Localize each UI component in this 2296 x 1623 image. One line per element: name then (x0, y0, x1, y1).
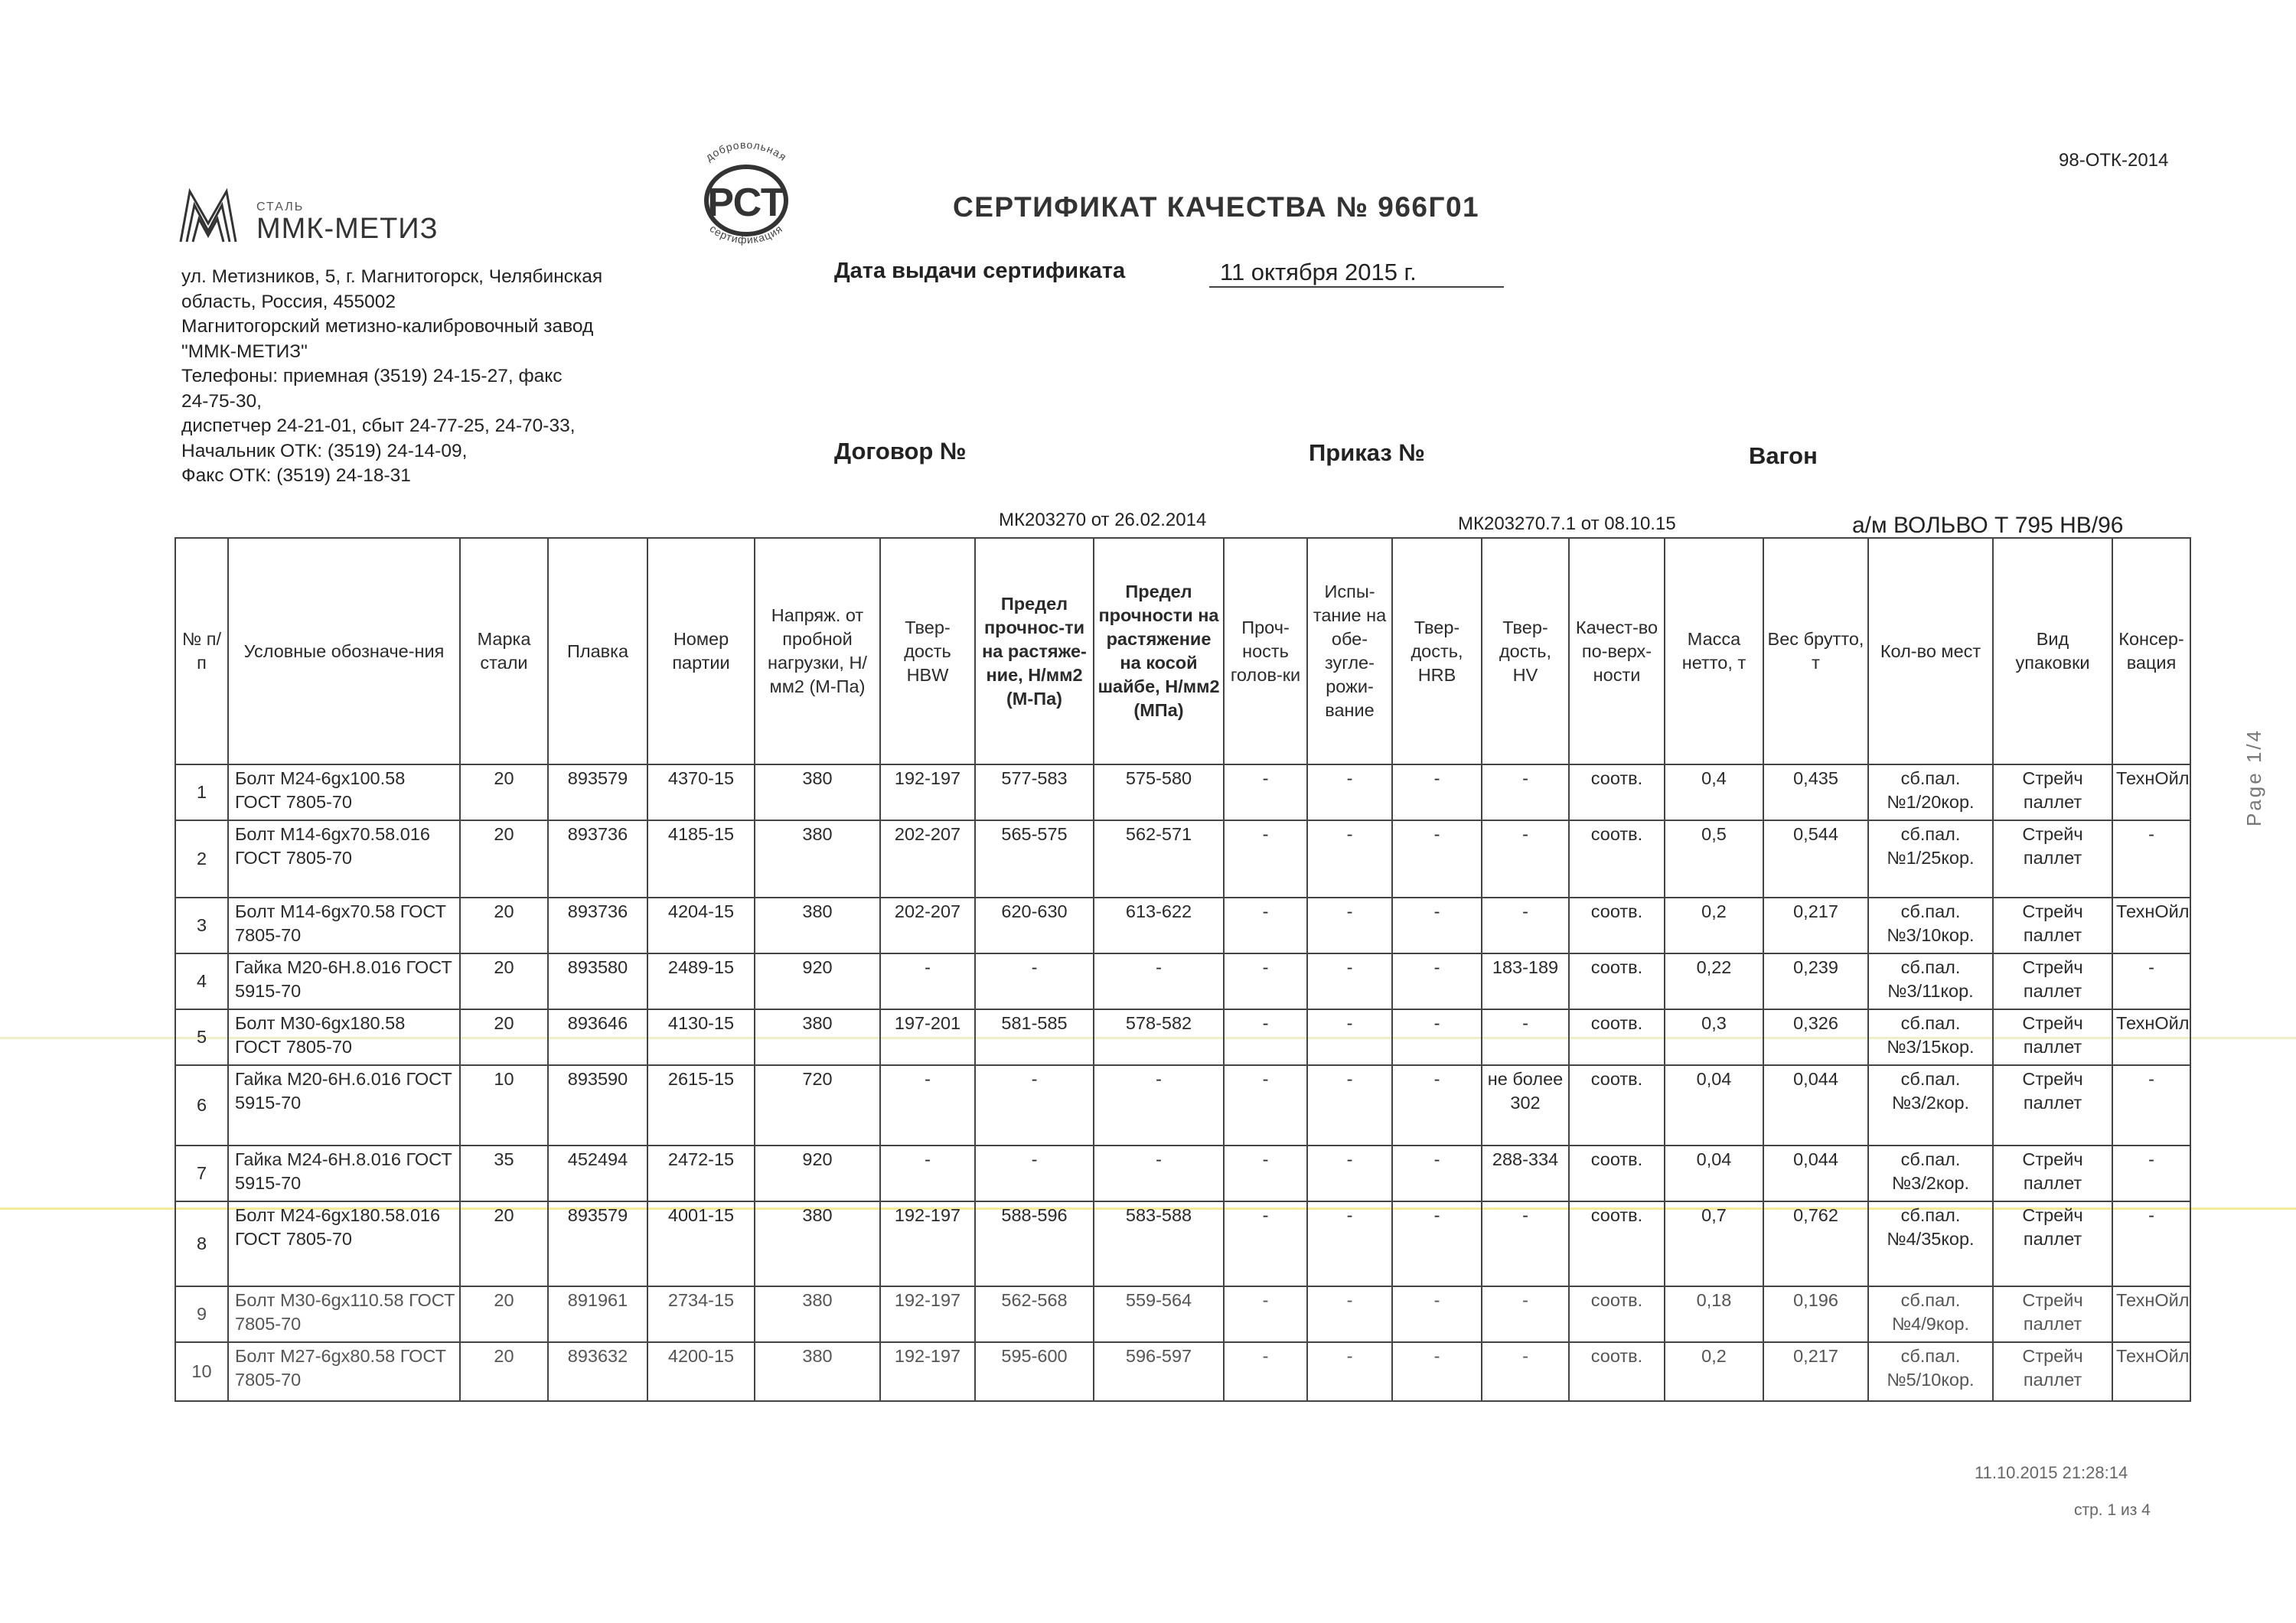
table-cell: соотв. (1569, 1146, 1665, 1201)
item-designation: Болт М14-6gx70.58 ГОСТ 7805-70 (228, 898, 460, 953)
col-header: Напряж. от пробной нагрузки, Н/мм2 (М-Па) (755, 538, 880, 764)
table-cell: 20 (460, 1201, 548, 1286)
table-cell: - (880, 1146, 975, 1201)
table-row (175, 1342, 2190, 1401)
wagon-label: Вагон (1749, 442, 1818, 469)
table-cell: - (1224, 1065, 1307, 1146)
address-line: Начальник ОТК: (3519) 24-14-09, (181, 440, 468, 461)
table-cell: - (1224, 953, 1307, 1009)
col-header: Условные обозначе-ния (228, 538, 460, 764)
table-cell: 0,044 (1763, 1146, 1868, 1201)
table-cell: 893579 (548, 764, 647, 820)
table-cell: 559-564 (1094, 1286, 1224, 1342)
table-cell: 720 (755, 1065, 880, 1146)
col-header: Номер партии (647, 538, 755, 764)
row-number: 10 (175, 1342, 228, 1401)
table-cell: - (1307, 764, 1392, 820)
col-header: Кол-во мест (1868, 538, 1993, 764)
table-cell: 380 (755, 820, 880, 898)
table-cell: 620-630 (975, 898, 1094, 953)
table-cell: 565-575 (975, 820, 1094, 898)
col-header: Консер-вация (2112, 538, 2190, 764)
table-cell: не более 302 (1482, 1065, 1569, 1146)
table-cell: 0,04 (1665, 1065, 1763, 1146)
col-header: Марка стали (460, 538, 548, 764)
table-cell: сб.пал. №4/35кор. (1868, 1201, 1993, 1286)
col-header: Предел прочнос-ти на растяже-ние, Н/мм2 (М-Па) (975, 538, 1094, 764)
table-cell: 581-585 (975, 1009, 1094, 1065)
table-cell: - (2112, 820, 2190, 898)
row-number: 8 (175, 1201, 228, 1286)
table-cell: - (1224, 1201, 1307, 1286)
table-cell: 0,5 (1665, 820, 1763, 898)
table-cell: 20 (460, 1286, 548, 1342)
table-cell: - (1307, 1009, 1392, 1065)
table-cell: соотв. (1569, 1009, 1665, 1065)
table-cell: - (1482, 1201, 1569, 1286)
col-header: Испы-тание на обе-зугле-рожи-вание (1307, 538, 1392, 764)
table-cell: - (2112, 953, 2190, 1009)
table-cell: 4130-15 (647, 1009, 755, 1065)
table-cell: 192-197 (880, 1201, 975, 1286)
table-cell: - (1392, 1065, 1482, 1146)
table-cell: - (1224, 1146, 1307, 1201)
table-cell: 578-582 (1094, 1009, 1224, 1065)
table-cell: - (1482, 1342, 1569, 1401)
table-cell: соотв. (1569, 1065, 1665, 1146)
page-side-label: Page 1/4 (2242, 728, 2265, 826)
col-header: Вид упаковки (1993, 538, 2112, 764)
table-cell: 893579 (548, 1201, 647, 1286)
table-cell: Стрейч паллет (1993, 1342, 2112, 1401)
table-cell: - (1224, 1286, 1307, 1342)
company-logo-icon (178, 188, 239, 243)
table-cell: 920 (755, 1146, 880, 1201)
table-cell: 0,3 (1665, 1009, 1763, 1065)
col-header: Проч-ность голов-ки (1224, 538, 1307, 764)
col-header: Плавка (548, 538, 647, 764)
table-cell: сб.пал. №5/10кор. (1868, 1342, 1993, 1401)
table-cell: соотв. (1569, 1201, 1665, 1286)
table-row (175, 1201, 2190, 1286)
table-cell: сб.пал. №3/10кор. (1868, 898, 1993, 953)
table-cell: - (1224, 820, 1307, 898)
table-cell: 0,544 (1763, 820, 1868, 898)
table-cell: 583-588 (1094, 1201, 1224, 1286)
table-cell: - (1307, 898, 1392, 953)
table-cell: 0,326 (1763, 1009, 1868, 1065)
cert-ring-top: добровольная (703, 138, 790, 164)
table-cell: 20 (460, 1342, 548, 1401)
table-cell: 4370-15 (647, 764, 755, 820)
table-cell: ТехнОйл (2112, 1009, 2190, 1065)
company-steel-label: СТАЛЬ (256, 200, 305, 213)
table-cell: - (2112, 1065, 2190, 1146)
table-cell: 0,4 (1665, 764, 1763, 820)
table-cell: 192-197 (880, 1342, 975, 1401)
table-cell: соотв. (1569, 764, 1665, 820)
address-line: ул. Метизников, 5, г. Магнитогорск, Челябинская (181, 266, 603, 287)
table-row (175, 953, 2190, 1009)
table-cell: 10 (460, 1065, 548, 1146)
table-cell: 893646 (548, 1009, 647, 1065)
table-cell: Стрейч паллет (1993, 764, 2112, 820)
table-cell: 562-571 (1094, 820, 1224, 898)
table-cell: 891961 (548, 1286, 647, 1342)
table-cell: - (1094, 1146, 1224, 1201)
table-cell: 0,217 (1763, 898, 1868, 953)
certificate-title: СЕРТИФИКАТ КАЧЕСТВА № 966Г01 (953, 191, 1480, 223)
table-cell: 893632 (548, 1342, 647, 1401)
table-cell: 183-189 (1482, 953, 1569, 1009)
company-name: ММК-МЕТИЗ (256, 213, 439, 245)
table-cell: 380 (755, 764, 880, 820)
row-number: 4 (175, 953, 228, 1009)
table-cell: 4204-15 (647, 898, 755, 953)
table-row (175, 1146, 2190, 1201)
row-number: 2 (175, 820, 228, 898)
table-cell: - (1392, 820, 1482, 898)
item-designation: Гайка М24-6Н.8.016 ГОСТ 5915-70 (228, 1146, 460, 1201)
table-cell: - (1307, 1146, 1392, 1201)
table-cell: 0,762 (1763, 1201, 1868, 1286)
issue-date-label: Дата выдачи сертификата (834, 259, 1126, 283)
table-cell: Стрейч паллет (1993, 953, 2112, 1009)
table-cell: - (1392, 764, 1482, 820)
table-cell: 380 (755, 1286, 880, 1342)
row-number: 1 (175, 764, 228, 820)
table-cell: 2489-15 (647, 953, 755, 1009)
table-cell: 4200-15 (647, 1342, 755, 1401)
table-cell: ТехнОйл (2112, 1342, 2190, 1401)
issue-date-value: 11 октября 2015 г. (1209, 259, 1504, 288)
table-cell: - (1307, 1065, 1392, 1146)
table-cell: 192-197 (880, 764, 975, 820)
table-cell: 452494 (548, 1146, 647, 1201)
table-cell: - (1392, 953, 1482, 1009)
table-row (175, 820, 2190, 898)
table-cell: - (1482, 820, 1569, 898)
table-row (175, 1286, 2190, 1342)
col-header: Твер-дость, HV (1482, 538, 1569, 764)
table-cell: 2615-15 (647, 1065, 755, 1146)
table-cell: - (1392, 1009, 1482, 1065)
table-cell: - (1392, 1201, 1482, 1286)
table-cell: 613-622 (1094, 898, 1224, 953)
table-cell: 0,22 (1665, 953, 1763, 1009)
table-cell: соотв. (1569, 898, 1665, 953)
table-cell: 192-197 (880, 1286, 975, 1342)
row-number: 7 (175, 1146, 228, 1201)
table-cell: - (1482, 1009, 1569, 1065)
table-cell: соотв. (1569, 1342, 1665, 1401)
table-cell: 575-580 (1094, 764, 1224, 820)
table-cell: 0,2 (1665, 898, 1763, 953)
table-cell: 596-597 (1094, 1342, 1224, 1401)
table-cell: 0,217 (1763, 1342, 1868, 1401)
cert-ring-bottom: сертификация (707, 222, 785, 246)
table-cell: - (1224, 1342, 1307, 1401)
table-cell: 20 (460, 764, 548, 820)
address-line: "ММК-МЕТИЗ" (181, 341, 308, 362)
order-value: МК203270.7.1 от 08.10.15 (1458, 513, 1676, 534)
address-line: Факс ОТК: (3519) 24-18-31 (181, 465, 411, 486)
table-cell: - (2112, 1201, 2190, 1286)
table-cell: ТехнОйл (2112, 898, 2190, 953)
table-cell: 0,044 (1763, 1065, 1868, 1146)
table-cell: Стрейч паллет (1993, 1065, 2112, 1146)
table-cell: Стрейч паллет (1993, 898, 2112, 953)
table-row (175, 1065, 2190, 1146)
table-cell: - (1392, 1146, 1482, 1201)
table-cell: сб.пал. №3/15кор. (1868, 1009, 1993, 1065)
table-cell: 380 (755, 898, 880, 953)
table-cell: 202-207 (880, 898, 975, 953)
table-cell: 0,04 (1665, 1146, 1763, 1201)
table-cell: - (1224, 764, 1307, 820)
table-cell: 0,435 (1763, 764, 1868, 820)
table-cell: - (1307, 820, 1392, 898)
col-header: Твер-дость, HRB (1392, 538, 1482, 764)
order-label: Приказ № (1309, 439, 1425, 466)
table-cell: 2734-15 (647, 1286, 755, 1342)
certification-mark-icon (673, 136, 819, 251)
table-cell: 20 (460, 953, 548, 1009)
table-cell: 0,196 (1763, 1286, 1868, 1342)
table-cell: соотв. (1569, 1286, 1665, 1342)
table-cell: Стрейч паллет (1993, 1201, 2112, 1286)
table-cell: сб.пал. №3/11кор. (1868, 953, 1993, 1009)
table-cell: - (1307, 1286, 1392, 1342)
table-row (175, 764, 2190, 820)
table-cell: сб.пал. №1/20кор. (1868, 764, 1993, 820)
table-cell: Стрейч паллет (1993, 820, 2112, 898)
table-cell: 893590 (548, 1065, 647, 1146)
item-designation: Болт М24-6gx180.58.016 ГОСТ 7805-70 (228, 1201, 460, 1286)
address-line: 24-75-30, (181, 390, 262, 412)
table-cell: - (1307, 1342, 1392, 1401)
address-line: Телефоны: приемная (3519) 24-15-27, факс (181, 366, 563, 386)
table-cell: сб.пал. №1/25кор. (1868, 820, 1993, 898)
table-row (175, 898, 2190, 953)
table-cell: - (1094, 953, 1224, 1009)
table-cell: - (1224, 1009, 1307, 1065)
table-cell: Стрейч паллет (1993, 1146, 2112, 1201)
table-cell: 588-596 (975, 1201, 1094, 1286)
item-designation: Гайка М20-6Н.6.016 ГОСТ 5915-70 (228, 1065, 460, 1146)
table-cell: 4001-15 (647, 1201, 755, 1286)
table-cell: - (1392, 898, 1482, 953)
table-cell: Стрейч паллет (1993, 1286, 2112, 1342)
table-cell: 577-583 (975, 764, 1094, 820)
company-address (181, 265, 671, 489)
table-cell: 893736 (548, 898, 647, 953)
address-line: диспетчер 24-21-01, сбыт 24-77-25, 24-70-33, (181, 416, 576, 436)
table-cell: - (975, 953, 1094, 1009)
table-cell: 380 (755, 1009, 880, 1065)
table-cell: 595-600 (975, 1342, 1094, 1401)
row-number: 3 (175, 898, 228, 953)
table-cell: 0,18 (1665, 1286, 1763, 1342)
table-cell: 35 (460, 1146, 548, 1201)
table-cell: - (2112, 1146, 2190, 1201)
table-cell: сб.пал. №3/2кор. (1868, 1146, 1993, 1201)
address-line: Магнитогорский метизно-калибровочный завод (181, 316, 594, 337)
table-cell: 380 (755, 1201, 880, 1286)
row-number: 5 (175, 1009, 228, 1065)
table-cell: сб.пал. №3/2кор. (1868, 1065, 1993, 1146)
table-cell: - (1094, 1065, 1224, 1146)
table-cell: ТехнОйл (2112, 1286, 2190, 1342)
col-header: № п/п (175, 538, 228, 764)
item-designation: Болт М27-6gx80.58 ГОСТ 7805-70 (228, 1342, 460, 1401)
svg-text:добровольная (703, 139, 790, 164)
cert-letters: РСТ (707, 181, 785, 225)
table-cell: 893736 (548, 820, 647, 898)
table-cell: - (880, 1065, 975, 1146)
table-cell: 20 (460, 1009, 548, 1065)
table-cell: - (880, 953, 975, 1009)
col-header: Твер-дость HBW (880, 538, 975, 764)
print-timestamp: 11.10.2015 21:28:14 (1975, 1463, 2128, 1482)
item-designation: Болт М24-6gx100.58 ГОСТ 7805-70 (228, 764, 460, 820)
table-header-row (175, 538, 2190, 764)
col-header: Масса нетто, т (1665, 538, 1763, 764)
table-cell: 380 (755, 1342, 880, 1401)
wagon-value: а/м ВОЛЬВО Т 795 НВ/96 (1852, 513, 2124, 538)
document-code: 98-ОТК-2014 (2059, 150, 2169, 171)
table-cell: соотв. (1569, 820, 1665, 898)
table-cell: - (1482, 764, 1569, 820)
contract-label: Договор № (834, 438, 967, 464)
item-designation: Гайка М20-6Н.8.016 ГОСТ 5915-70 (228, 953, 460, 1009)
table-cell: - (1482, 898, 1569, 953)
item-designation: Болт М14-6gx70.58.016 ГОСТ 7805-70 (228, 820, 460, 898)
table-cell: соотв. (1569, 953, 1665, 1009)
table-cell: Стрейч паллет (1993, 1009, 2112, 1065)
row-number: 9 (175, 1286, 228, 1342)
table-cell: 0,7 (1665, 1201, 1763, 1286)
item-designation: Болт М30-6gx110.58 ГОСТ 7805-70 (228, 1286, 460, 1342)
col-header: Качест-во по-верх-ности (1569, 538, 1665, 764)
table-cell: 893580 (548, 953, 647, 1009)
table-cell: - (1307, 953, 1392, 1009)
table-cell: ТехнОйл (2112, 764, 2190, 820)
table-cell: 288-334 (1482, 1146, 1569, 1201)
table-cell: 562-568 (975, 1286, 1094, 1342)
quality-table (174, 537, 2191, 1402)
table-cell: сб.пал. №4/9кор. (1868, 1286, 1993, 1342)
table-cell: 920 (755, 953, 880, 1009)
table-cell: - (1392, 1286, 1482, 1342)
table-cell: - (975, 1065, 1094, 1146)
table-cell: - (975, 1146, 1094, 1201)
table-cell: - (1224, 898, 1307, 953)
col-header: Предел прочности на растяжение на косой шайбе, Н/мм2 (МПа) (1094, 538, 1224, 764)
table-cell: 0,2 (1665, 1342, 1763, 1401)
table-cell: - (1482, 1286, 1569, 1342)
contract-value: МК203270 от 26.02.2014 (999, 510, 1207, 530)
address-line: область, Россия, 455002 (181, 291, 396, 312)
table-cell: 2472-15 (647, 1146, 755, 1201)
table-cell: 20 (460, 898, 548, 953)
table-cell: 4185-15 (647, 820, 755, 898)
table-row (175, 1009, 2190, 1065)
col-header: Вес брутто, т (1763, 538, 1868, 764)
table-cell: 197-201 (880, 1009, 975, 1065)
row-number: 6 (175, 1065, 228, 1146)
item-designation: Болт М30-6gx180.58 ГОСТ 7805-70 (228, 1009, 460, 1065)
page-counter: стр. 1 из 4 (2074, 1501, 2151, 1519)
table-cell: 20 (460, 820, 548, 898)
table-cell: 0,239 (1763, 953, 1868, 1009)
table-cell: 202-207 (880, 820, 975, 898)
table-cell: - (1307, 1201, 1392, 1286)
table-cell: - (1392, 1342, 1482, 1401)
